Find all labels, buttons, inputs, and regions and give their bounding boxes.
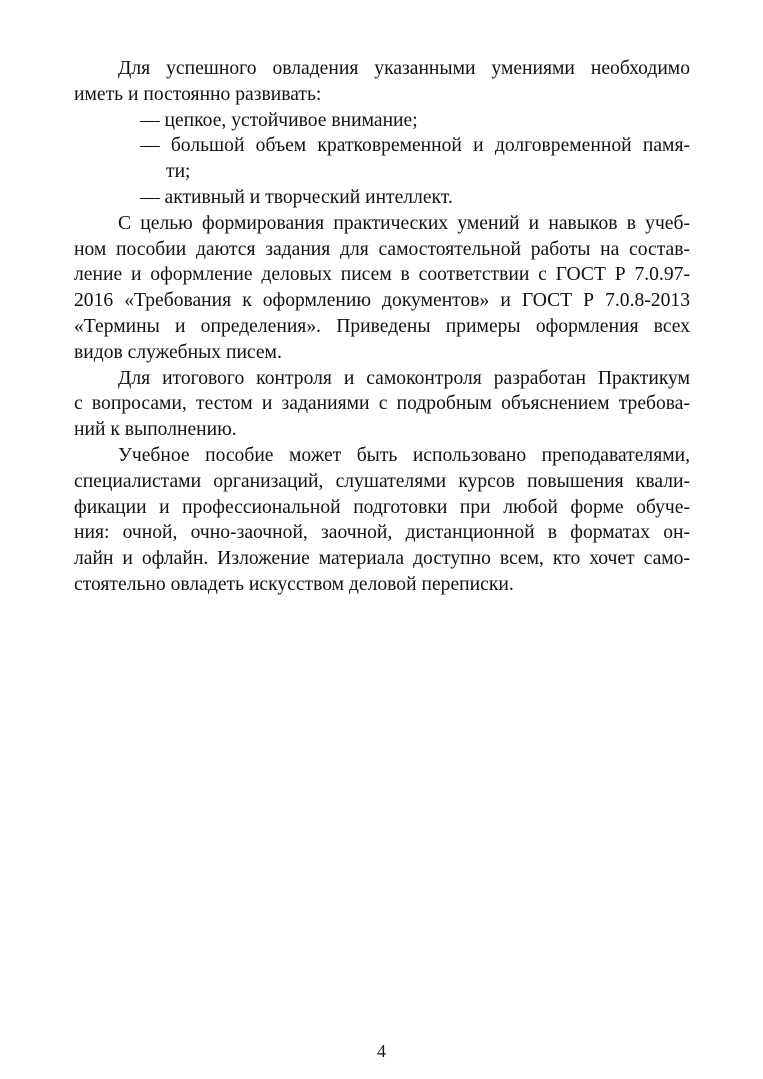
paragraph: [74, 185, 690, 211]
text-line: видов служебных писем.: [74, 341, 282, 363]
text-line: с вопросами, тестом и заданиями с подробным объяснением требова-: [74, 393, 690, 415]
text-line: Для успешного овладения указанными умениями необходимо: [118, 58, 690, 79]
paragraph: [74, 366, 690, 443]
text-line: иметь и постоянно развивать:: [74, 83, 322, 105]
text-line: — активный и творческий интеллект.: [140, 186, 453, 208]
paragraph: [74, 133, 690, 185]
page-number: 4: [377, 1041, 386, 1061]
text-line: фикации и профессиональной подготовки при любой форме обуче-: [74, 496, 690, 518]
paragraph: [74, 56, 690, 108]
paragraph: [74, 108, 690, 134]
text-line: «Термины и определения». Приведены примеры оформления всех: [74, 315, 690, 337]
text-line: ном пособии даются задания для самостоятельной работы на состав-: [74, 238, 690, 260]
text-line: — цепкое, устойчивое внимание;: [140, 109, 418, 131]
text-line: 2016 «Требования к оформлению документов» и ГОСТ Р 7.0.8-2013: [74, 290, 690, 312]
text-line: стоятельно овладеть искусством деловой переписки.: [74, 573, 514, 595]
paragraph: [74, 211, 690, 366]
text-line: С целью формирования практических умений и навыков в учеб-: [118, 212, 690, 234]
text-line: Учебное пособие может быть использовано преподавателями,: [118, 444, 690, 466]
text-line: ний к выполнению.: [74, 419, 237, 441]
body-text: [74, 56, 690, 598]
text-line: ление и оформление деловых писем в соответствии с ГОСТ Р 7.0.97-: [74, 264, 690, 286]
text-line: Для итогового контроля и самоконтроля разработан Практикум: [118, 367, 690, 389]
text-line: ти;: [166, 161, 191, 183]
paragraph: [74, 443, 690, 598]
text-line: специалистами организаций, слушателями курсов повышения квали-: [74, 470, 690, 492]
text-line: лайн и офлайн. Изложение материала доступно всем, кто хочет само-: [74, 548, 690, 570]
text-line: ния: очной, очно-заочной, заочной, дистанционной в форматах он-: [74, 522, 690, 544]
text-line: — большой объем кратковременной и долговременной памя-: [140, 135, 690, 157]
